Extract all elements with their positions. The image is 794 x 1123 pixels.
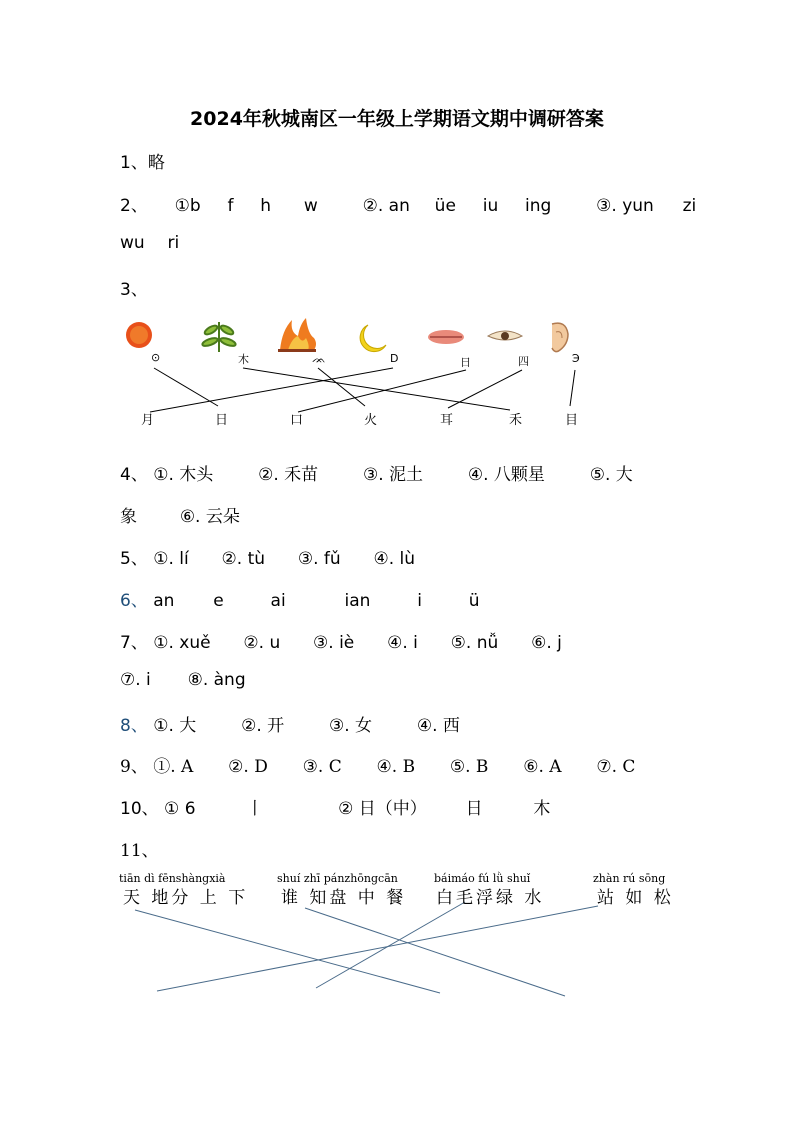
q11-pinyin: shuí zhī pánzhōngcān: [277, 872, 398, 885]
q3-word: 耳: [440, 413, 454, 428]
q4-answer: ⑤. 大: [589, 465, 633, 485]
q7-answer: ④. i: [387, 633, 418, 653]
q11-phrase: 白毛浮绿 水: [436, 888, 545, 908]
q3-word: 日: [215, 413, 229, 428]
q6-answer: ai: [270, 591, 286, 611]
q11-match-lines: [135, 902, 598, 996]
q2-answer: f: [227, 196, 234, 216]
ear-icon: [552, 323, 568, 351]
q9-answer: ⑦. C: [596, 757, 636, 777]
sun-icon: [126, 322, 152, 348]
q6-answer: i: [417, 591, 422, 611]
glyph-fire: ᨏ: [312, 352, 326, 365]
glyph-mouth: 日: [460, 356, 471, 369]
q4-answer: ④. 八颗星: [467, 465, 545, 485]
q4-line2: [120, 502, 240, 527]
q7-answer: ⑤. nǚ: [450, 633, 499, 653]
q10-answer: ① 6: [164, 799, 196, 819]
q9-answer: ⑤. B: [449, 757, 489, 777]
glyph-sun: ⊙: [151, 351, 161, 364]
q10-answer: ② 日（中）: [338, 799, 427, 819]
q11-phrase: 谁 知盘 中 餐: [281, 888, 407, 908]
q9-answer: ①. A: [153, 757, 194, 777]
q11-phrase: 站 如 松: [597, 888, 674, 908]
q1-answer: 略: [147, 153, 165, 173]
q6-answer: e: [213, 591, 224, 611]
fire-icon: [278, 318, 316, 352]
q8-answer: ③. 女: [328, 716, 373, 736]
q5-number: 5、: [120, 549, 148, 569]
q4-answer: ⑥. 云朵: [179, 507, 240, 527]
q1-number: 1、: [120, 153, 148, 173]
q9: [120, 752, 635, 777]
moon-icon: [360, 325, 386, 352]
q7-answer: ③. iè: [313, 633, 355, 653]
q4-answer: ②. 禾苗: [258, 465, 319, 485]
glyph-wood: 木: [238, 353, 249, 366]
q4-answer: ①. 木头: [153, 465, 214, 485]
q11-pinyin: tiān dì fēnshàngxià: [119, 872, 226, 885]
q7-line1: [120, 628, 562, 653]
page-title: 2024年秋城南区一年级上学期语文期中调研答案: [190, 108, 604, 130]
q2-answer: ing: [525, 196, 552, 216]
glyph-ear: Э: [572, 352, 580, 365]
q2-answer: wu: [120, 233, 145, 253]
q5: [120, 544, 415, 569]
q10-answer: 丨: [246, 799, 264, 819]
q3-word: 目: [565, 413, 579, 428]
q4-answer: ③. 泥土: [362, 465, 424, 485]
q6-answer: ü: [468, 591, 480, 611]
q7-answer: ②. u: [243, 633, 281, 653]
q4-line1: [120, 460, 633, 485]
q11-pinyin: báimáo fú lǜ shuǐ: [434, 872, 531, 885]
q9-number: 9、: [120, 757, 148, 777]
q6-answer: an: [153, 591, 175, 611]
q10-answer: 日: [465, 799, 483, 819]
q2-answer: ①b: [174, 196, 201, 216]
q6-number: 6、: [120, 591, 148, 611]
q3-number: 3、: [120, 280, 148, 300]
q9-answer: ②. D: [228, 757, 268, 777]
q5-answer: ②. tù: [221, 549, 266, 569]
eye-icon: [488, 331, 522, 340]
q2-number: 2、: [120, 196, 148, 216]
q10-number: 10、: [120, 799, 159, 819]
q7-answer: ⑥. j: [531, 633, 562, 653]
q3-word: 月: [141, 413, 155, 428]
q7-line2: [120, 670, 246, 690]
q8-answer: ④. 西: [416, 716, 460, 736]
q2-answer: zi: [682, 196, 697, 216]
q7-answer: ⑧. àng: [187, 670, 246, 690]
q7-answer: ①. xuě: [153, 633, 211, 653]
q8-answer: ②. 开: [241, 716, 285, 736]
q2-answer: w: [303, 196, 318, 216]
q3-word: 禾: [509, 413, 523, 428]
q3-word: 口: [290, 413, 304, 428]
q8-number: 8、: [120, 716, 148, 736]
q6-answer: ian: [344, 591, 371, 611]
q3-word: 火: [364, 413, 378, 428]
q2-answer: ri: [167, 233, 180, 253]
q6: [120, 586, 480, 611]
glyph-moon: D: [390, 352, 399, 365]
q5-answer: ①. lí: [153, 549, 189, 569]
q7-answer: ⑦. i: [120, 670, 151, 690]
q5-answer: ③. fǔ: [297, 549, 341, 569]
q11-number: 11、: [120, 841, 159, 861]
glyph-eye: 四: [518, 355, 529, 368]
q9-answer: ④. B: [376, 757, 416, 777]
q11-pinyin: zhàn rú sōng: [593, 872, 666, 885]
q8: [120, 711, 460, 736]
q2-answer: ②. an: [362, 196, 410, 216]
q9-answer: ③. C: [302, 757, 342, 777]
q10: [120, 794, 550, 819]
q7-number: 7、: [120, 633, 148, 653]
q5-answer: ④. lù: [373, 549, 416, 569]
q4-number: 4、: [120, 465, 148, 485]
q2-answer: ③. yun: [596, 196, 654, 216]
q2-answer: h: [260, 196, 272, 216]
q8-answer: ①. 大: [153, 716, 197, 736]
q2-answer: iu: [482, 196, 499, 216]
plant-icon: [201, 322, 236, 352]
q9-answer: ⑥. A: [523, 757, 562, 777]
mouth-icon: [428, 330, 464, 344]
q4-answer: 象: [120, 507, 137, 527]
q2-answer: üe: [434, 196, 456, 216]
q10-answer: 木: [533, 799, 551, 819]
q11-phrase: 天 地分 上 下: [123, 888, 249, 908]
